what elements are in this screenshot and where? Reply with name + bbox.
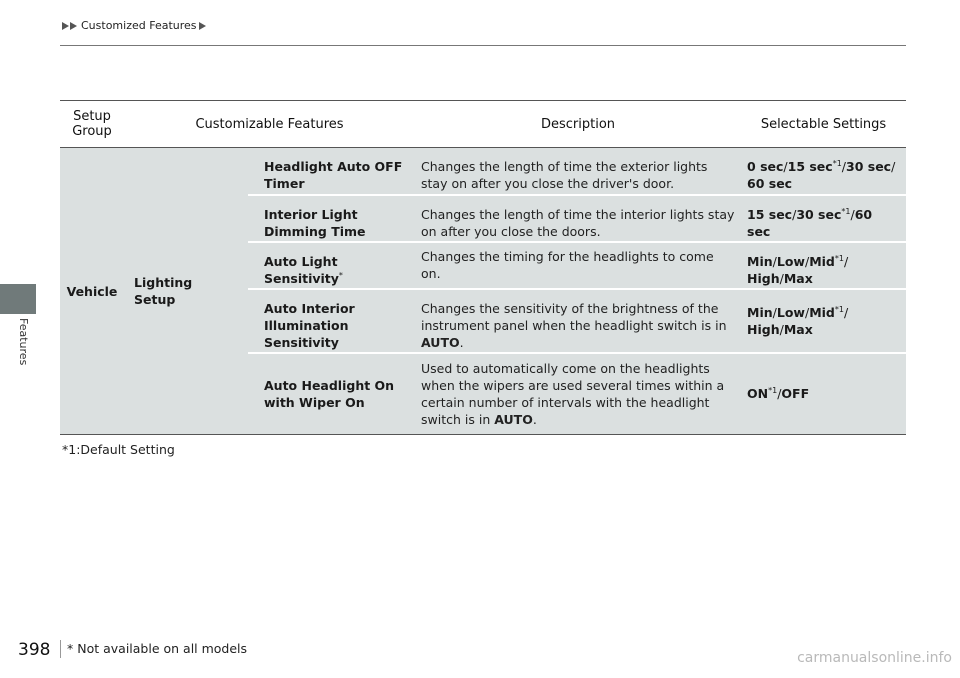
availability-note: * Not available on all models [60, 640, 247, 658]
feature-description: Changes the length of time the interior lights stay on after you close the doors. [415, 195, 741, 242]
feature-description: Changes the timing for the headlights to come on. [415, 242, 741, 289]
feature-settings: Min/Low/Mid$^{*1}$/ High/Max [741, 289, 906, 353]
breadcrumb [62, 19, 207, 32]
feature-settings: 0 sec/15 $\sec^{*1}/30$ sec/ 60 sec [741, 148, 906, 195]
header-settings: Selectable Settings [741, 101, 906, 148]
header-rule [60, 45, 906, 46]
subgroup-cell: Lighting Setup [124, 148, 248, 435]
table-header-row [60, 101, 906, 148]
feature-name: Auto Light Sensitivity* [248, 242, 415, 289]
table-row [60, 148, 906, 195]
feature-settings: ON$^{*1}$/OFF [741, 353, 906, 435]
feature-name: Headlight Auto OFF Timer [248, 148, 415, 195]
arrow-right-icon [70, 22, 77, 30]
feature-name: Interior Light Dimming Time [248, 195, 415, 242]
default-setting-footnote: *1:Default Setting [62, 442, 175, 457]
arrow-right-icon [199, 22, 206, 30]
section-label: Features [17, 318, 30, 366]
feature-description: Changes the length of time the exterior lights stay on after you close the driver's door. [415, 148, 741, 195]
section-tab [0, 284, 36, 314]
group-cell: Vehicle [60, 148, 124, 435]
feature-settings: Min/Low/Mid$^{*1}$/ High/Max [741, 242, 906, 289]
header-setup-group: Setup Group [60, 101, 124, 148]
feature-description: Used to automatically come on the headlights when the wipers are used several times within a certain number of intervals with the headlight switch is in AUTO. [415, 353, 741, 435]
feature-description: Changes the sensitivity of the brightness of the instrument panel when the headlight switch is in AUTO. [415, 289, 741, 353]
feature-name: Auto Interior Illumination Sensitivity [248, 289, 415, 353]
header-features: Customizable Features [124, 101, 415, 148]
feature-settings: 15 sec/30 $\sec^{*1}/60$ sec [741, 195, 906, 242]
breadcrumb-label[interactable]: Customized Features [81, 19, 197, 32]
customized-features-table [60, 100, 906, 435]
arrow-right-icon [62, 22, 69, 30]
header-description: Description [415, 101, 741, 148]
feature-name: Auto Headlight On with Wiper On [248, 353, 415, 435]
watermark: carmanualsonline.info [797, 650, 952, 666]
page-number: 398 [18, 640, 51, 660]
